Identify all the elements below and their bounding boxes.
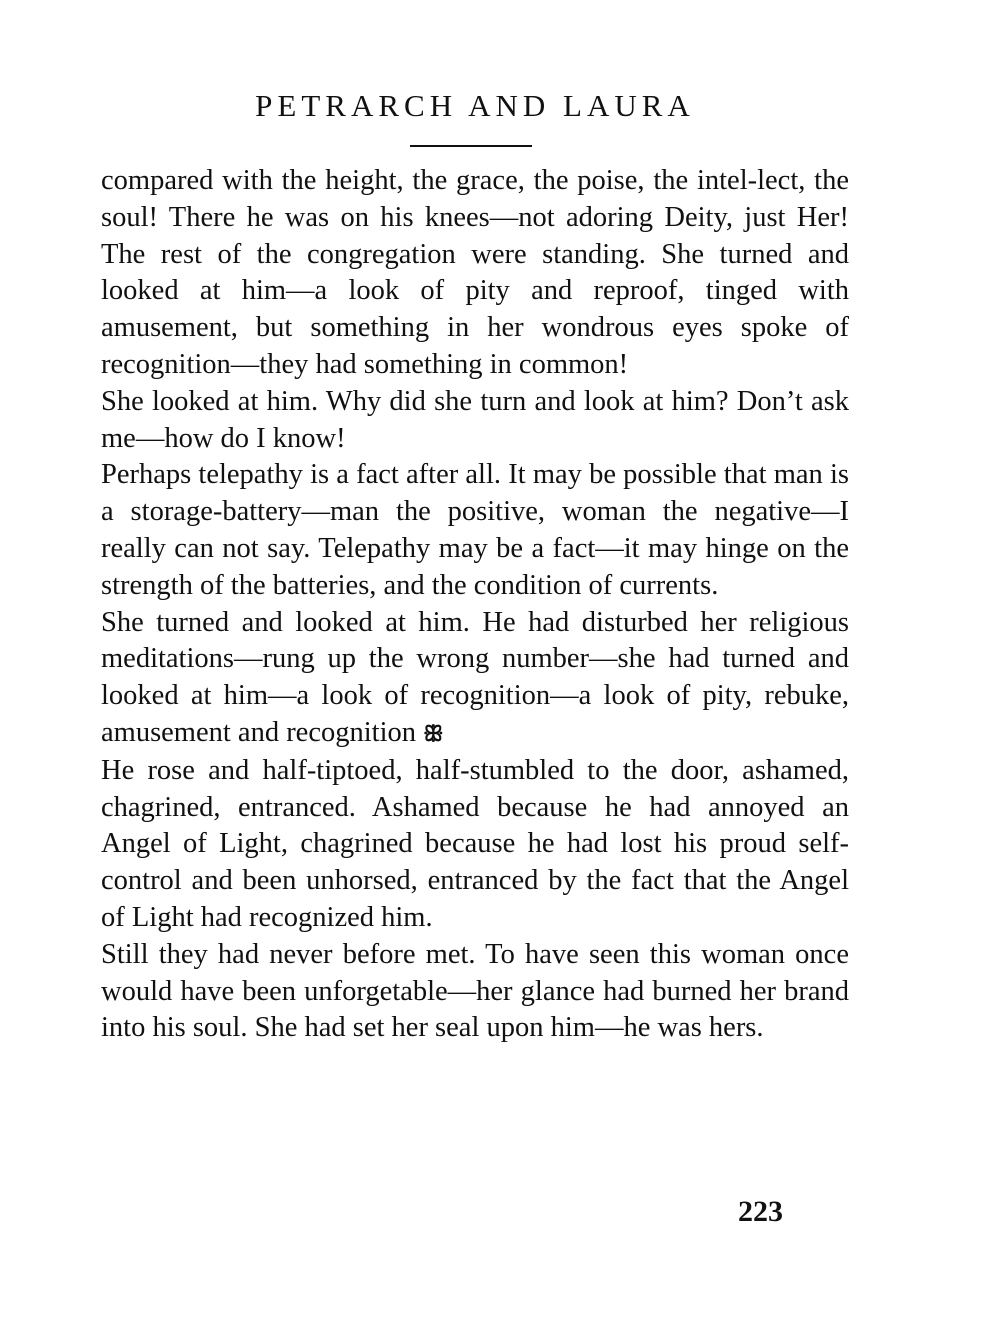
body-text — [101, 163, 849, 1047]
paragraph-5: He rose and half-tiptoed, half-stumbled to the door, ashamed, chagrined, entranced. Ashamed because he had annoyed an Angel of Light, chagrined because he had lost his proud self-control and been unhorsed, entranced by the fact that the Angel of Light had recognized him. — [101, 754, 849, 933]
paragraph-1: compared with the height, the grace, the poise, the intel-lect, the soul! There he was on his knees—not adoring Deity, just Her! The rest of the congregation were standing. She turned and looked at him—a look of pity and reproof, tinged with amusement, but something in her wondrous eyes spoke of recognition—they had something in common! — [101, 165, 849, 380]
paragraph-4 — [101, 605, 849, 753]
fleuron-ornament-icon: ꕥ — [423, 720, 442, 746]
header-rule — [410, 145, 532, 147]
paragraph-3: Perhaps telepathy is a fact after all. It may be possible that man is a storage-battery—man the positive, woman the negative—I really can not say. Telepathy may be a fact—it may hinge on the strength of the batteries, and the condition of currents. — [101, 459, 849, 601]
paragraph-2: She looked at him. Why did she turn and look at him? Don’t ask me—how do I know! — [101, 385, 849, 454]
page-number: 223 — [738, 1195, 783, 1228]
paragraph-4-text: She turned and looked at him. He had disturbed her religious meditations—rung up the wrong number—she had turned and looked at him—a look of recognition—a look of pity, rebuke, amusement and recognition — [101, 606, 849, 748]
running-title: PETRARCH AND LAURA — [255, 88, 695, 123]
paragraph-6: Still they had never before met. To have seen this woman once would have been unforgetable—her glance had burned her brand into his soul. She had set her seal upon him—he was hers. — [101, 938, 849, 1044]
